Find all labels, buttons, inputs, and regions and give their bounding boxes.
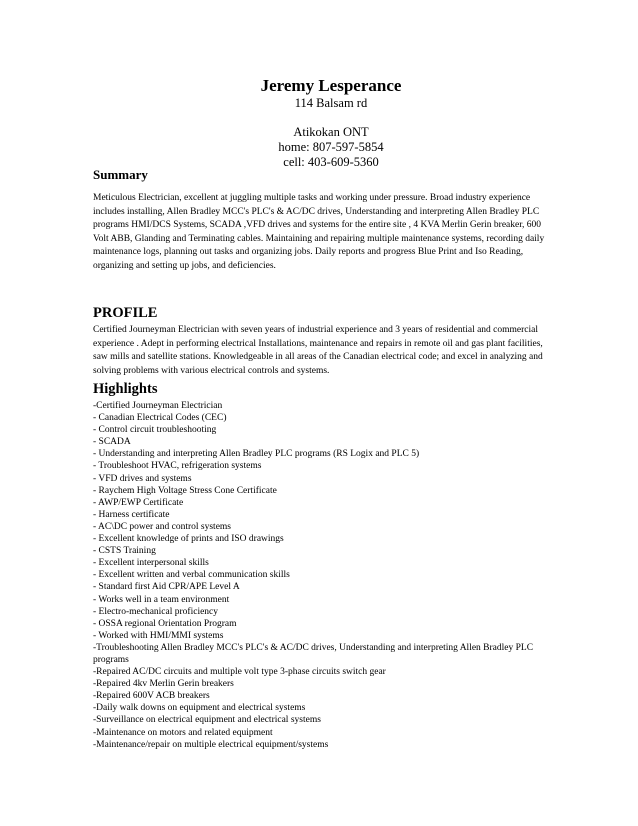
list-item: - AWP/EWP Certificate: [93, 497, 184, 508]
list-item: - Worked with HMI/MMI systems: [93, 630, 224, 641]
highlights-section: [93, 381, 553, 751]
street-address: 114 Balsam rd: [294, 96, 368, 110]
profile-section: [93, 305, 553, 378]
list-item: - CSTS Training: [93, 546, 156, 557]
list-item: - VFD drives and systems: [93, 473, 192, 484]
highlights-heading: Highlights: [93, 381, 158, 397]
list-item: - AC\DC power and control systems: [93, 521, 232, 532]
list-item: -Maintenance/repair on multiple electrical equipment/systems: [93, 739, 329, 750]
list-item: - Understanding and interpreting Allen Bradley PLC programs (RS Logix and PLC 5): [93, 449, 420, 460]
list-item: - Troubleshoot HVAC, refrigeration systems: [93, 461, 262, 472]
list-item: - Excellent knowledge of prints and ISO drawings: [93, 534, 284, 545]
list-item: - Canadian Electrical Codes (CEC): [93, 413, 227, 424]
list-item: - Standard first Aid CPR/APE Level A: [93, 582, 240, 593]
list-item: - Works well in a team environment: [93, 594, 230, 605]
summary-heading: Summary: [93, 167, 148, 182]
list-item: - Raychem High Voltage Stress Cone Certificate: [93, 485, 277, 496]
list-item: - Control circuit troubleshooting: [93, 425, 217, 436]
list-item: -Surveillance on electrical equipment and electrical systems: [93, 715, 321, 726]
header-spacer: [0, 111, 638, 125]
list-item: -Maintenance on motors and related equipment: [93, 727, 273, 738]
list-item: -Repaired 600V ACB breakers: [93, 691, 210, 702]
list-item: -Repaired AC/DC circuits and multiple volt type 3-phase circuits switch gear: [93, 667, 386, 678]
cell-phone: cell: 403-609-5360: [283, 155, 379, 169]
list-item: - SCADA: [93, 437, 131, 448]
summary-text: Meticulous Electrician, excellent at juggling multiple tasks and working under pressure. Broad industry experience includes installing, Allen Bradley MCC's PLC's & AC/DC drives, Understanding and interpreting Allen Bradley PLC programs HMI/DCS Systems, SCADA ,VFD drives and systems for the entire site , 4 KVA Merlin Gerin breaker, 600 Volt ABB, Glanding and Terminating cables. Maintaining and repairing multiple maintenance systems, recording daily maintenance logs, planning out tasks and organizing jobs. Daily reports and progress Blue Print and Iso Reading, organizing and setting up jobs, and deficiencies.: [93, 193, 545, 271]
list-item: - Electro-mechanical proficiency: [93, 606, 219, 617]
list-item: -Daily walk downs on equipment and electrical systems: [93, 703, 306, 714]
list-item: - OSSA regional Orientation Program: [93, 618, 237, 629]
candidate-name: Jeremy Lesperance: [260, 76, 402, 95]
list-item: -Repaired 4kv Merlin Gerin breakers: [93, 679, 234, 690]
list-item: -Certified Journeyman Electrician: [93, 401, 223, 411]
list-item: - Excellent written and verbal communication skills: [93, 570, 290, 581]
profile-text: Certified Journeyman Electrician with seven years of industrial experience and 3 years of residential and commercial experience . Adept in performing electrical Installations, maintenance and repairs in remote oil and gas plant facilities, saw mills and satellite stations. Knowledgeable in all areas of the Canadian electrical code; and excel in analyzing and solving problems with various electrical controls and systems.: [93, 325, 543, 376]
profile-heading: PROFILE: [93, 305, 158, 321]
list-item: - Harness certificate: [93, 509, 170, 520]
resume-header: [0, 76, 638, 170]
summary-section: [93, 167, 553, 274]
list-item: -Troubleshooting Allen Bradley MCC's PLC's & AC/DC drives, Understanding and interpreting Allen Bradley PLC programs: [93, 642, 534, 665]
highlights-list: [93, 400, 553, 751]
city-address: Atikokan ONT: [293, 125, 369, 139]
list-item: - Excellent interpersonal skills: [93, 558, 209, 569]
home-phone: home: 807-597-5854: [278, 140, 384, 154]
